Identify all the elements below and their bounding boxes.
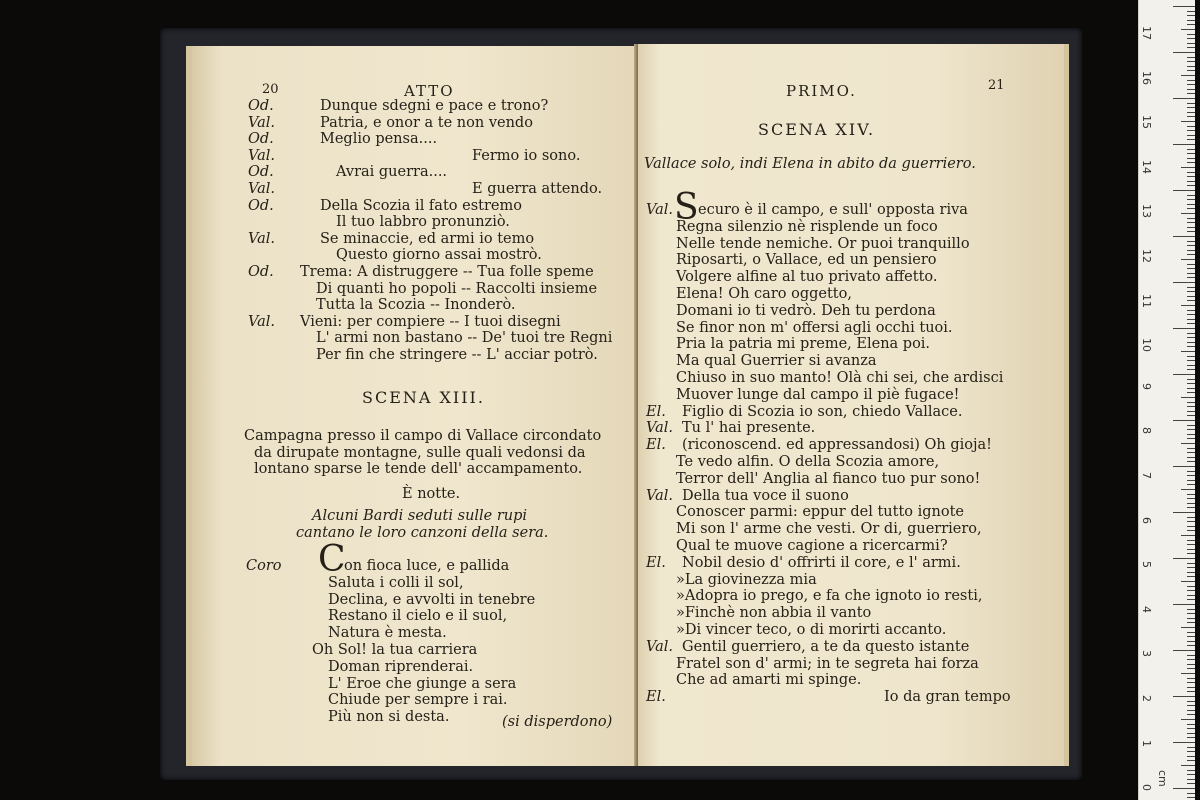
dialogue-line: Nelle tende nemiche. Or puoi tranquillo [676, 235, 970, 252]
ruler-tick [1187, 314, 1195, 315]
ruler-tick [1187, 526, 1195, 527]
ruler-tick [1187, 337, 1195, 338]
ruler-tick [1187, 774, 1195, 775]
dialogue-line: »La giovinezza mia [676, 571, 817, 588]
ruler-tick [1187, 199, 1195, 200]
ruler-tick [1187, 360, 1195, 361]
ruler-tick [1187, 158, 1195, 159]
dialogue-line: Della tua voce il suono [682, 487, 849, 504]
dialogue-line: Nobil desio d' offrirti il core, e l' armi. [682, 554, 961, 571]
ruler-tick [1187, 176, 1195, 177]
ruler-tick [1187, 204, 1195, 205]
ruler-tick [1187, 84, 1195, 85]
ruler-tick [1187, 797, 1195, 798]
ruler-tick [1173, 512, 1195, 513]
ruler-tick [1187, 659, 1195, 660]
ruler-tick [1187, 595, 1195, 596]
chorus-line: Doman riprenderai. [328, 658, 474, 675]
ruler-tick [1187, 484, 1195, 485]
ruler-tick [1187, 195, 1195, 196]
ruler-tick [1187, 181, 1195, 182]
ruler-number: 0 [1140, 784, 1153, 792]
ruler-number: 7 [1140, 472, 1153, 479]
ruler-tick [1187, 664, 1195, 665]
ruler-tick [1187, 434, 1195, 435]
dialogue-line: Vieni: per compiere -- I tuoi disegni [300, 313, 561, 330]
ruler-tick [1187, 705, 1195, 706]
dialogue-line: Gentil guerriero, a te da questo istante [682, 638, 970, 655]
ruler-tick [1187, 471, 1195, 472]
ruler-tick [1187, 346, 1195, 347]
ruler-tick [1181, 121, 1195, 122]
ruler-tick [1173, 236, 1195, 237]
dialogue-line: Tu l' hai presente. [682, 420, 816, 437]
ruler-tick [1187, 116, 1195, 117]
ruler-tick [1187, 61, 1195, 62]
dialogue-line: L' armi non bastano -- De' tuoi tre Regni [316, 330, 613, 347]
ruler-tick [1187, 498, 1195, 499]
ruler-tick [1181, 673, 1195, 674]
ruler-tick [1173, 328, 1195, 329]
page-number: 20 [262, 82, 279, 97]
stage-direction-line: cantano le loro canzoni della sera. [296, 525, 549, 541]
ruler-tick [1187, 747, 1195, 748]
speaker-label: El. [646, 689, 666, 706]
ruler-tick [1187, 310, 1195, 311]
ruler-tick [1173, 282, 1195, 283]
speaker-label: Val. [646, 487, 674, 504]
running-head: PRIMO. [786, 82, 857, 100]
ruler-tick [1181, 213, 1195, 214]
ruler-tick [1173, 144, 1195, 145]
ruler-tick [1187, 66, 1195, 67]
ruler-tick [1187, 356, 1195, 357]
ruler-tick [1181, 443, 1195, 444]
dialogue-line: Mi son l' arme che vesti. Or di, guerriero, [676, 521, 982, 538]
ruler-tick [1173, 6, 1195, 7]
ruler-tick [1187, 760, 1195, 761]
ruler-tick [1187, 544, 1195, 545]
dialogue-line: »Adopra io prego, e fa che ignoto io resti, [676, 588, 983, 605]
drop-cap: S [674, 187, 699, 228]
ruler-tick [1187, 231, 1195, 232]
description-line: lontano sparse le tende dell' accampamento. [254, 461, 583, 477]
ruler-tick [1187, 411, 1195, 412]
ruler-number: 17 [1140, 26, 1153, 40]
description-line: da dirupate montagne, sulle quali vedonsi da [254, 444, 586, 461]
ruler-tick [1187, 682, 1195, 683]
page-number: 21 [988, 78, 1005, 93]
dialogue-line: Se minaccie, ed armi io temo [320, 230, 535, 247]
ruler-tick [1187, 296, 1195, 297]
ruler-tick [1187, 678, 1195, 679]
left-page [186, 46, 644, 766]
dialogue-line: ecuro è il campo, e sull' opposta riva [698, 202, 968, 218]
ruler-tick [1187, 687, 1195, 688]
ruler-number: 8 [1140, 427, 1153, 435]
speaker-label: Val. [646, 202, 674, 218]
ruler-tick [1187, 714, 1195, 715]
ruler-tick [1187, 553, 1195, 554]
ruler-tick [1187, 452, 1195, 453]
ruler-tick [1187, 227, 1195, 228]
dialogue-line: Dunque sdegni e pace e trono? [320, 98, 549, 114]
ruler-tick [1187, 590, 1195, 591]
ruler-tick [1187, 47, 1195, 48]
ruler-tick [1181, 719, 1195, 720]
ruler-tick [1187, 563, 1195, 564]
ruler-tick [1187, 333, 1195, 334]
ruler-tick [1181, 167, 1195, 168]
ruler-tick [1187, 365, 1195, 366]
description-line: Campagna presso il campo di Vallace circondato [244, 428, 602, 444]
ruler-tick [1187, 241, 1195, 242]
ruler-number: 2 [1140, 695, 1153, 702]
chorus-line: Chiude per sempre i rai. [328, 692, 508, 709]
dialogue-line: Patria, e onor a te non vendo [320, 114, 533, 131]
dialogue-line: »Di vincer teco, o di morirti accanto. [676, 622, 947, 638]
ruler-tick [1187, 480, 1195, 481]
ruler-tick [1187, 618, 1195, 619]
dialogue-line: Ma qual Guerrier si avanza [676, 353, 877, 370]
closing-direction: (si disperdono) [502, 714, 613, 730]
ruler-tick [1187, 425, 1195, 426]
dialogue-line: Chiuso in suo manto! Olà chi sei, che ardisci [676, 370, 1004, 386]
ruler-tick [1187, 586, 1195, 587]
ruler-number: 10 [1140, 338, 1153, 353]
ruler-number: 1 [1140, 739, 1153, 747]
speaker-label: Val. [646, 638, 674, 655]
ruler-tick [1187, 103, 1195, 104]
ruler-tick [1187, 461, 1195, 462]
ruler-tick [1187, 645, 1195, 646]
scene-direction: Vallace solo, indi Elena in abito da guerriero. [644, 156, 976, 172]
dialogue-line: Te vedo alfin. O della Scozia amore, [676, 454, 940, 470]
ruler-tick [1187, 139, 1195, 140]
ruler-tick [1173, 604, 1195, 605]
ruler-tick [1187, 300, 1195, 301]
running-head: ATTO [404, 82, 455, 100]
ruler-tick [1187, 756, 1195, 757]
ruler-tick [1187, 475, 1195, 476]
chorus-line: Declina, e avvolti in tenebre [328, 591, 536, 608]
ruler-tick [1187, 208, 1195, 209]
ruler-number: 15 [1140, 115, 1153, 130]
ruler-tick [1173, 374, 1195, 375]
ruler-tick [1187, 540, 1195, 541]
ruler-tick [1173, 52, 1195, 53]
ruler-tick [1187, 273, 1195, 274]
ruler-tick [1187, 43, 1195, 44]
ruler-tick [1187, 342, 1195, 343]
ruler-tick [1187, 277, 1195, 278]
ruler-tick [1187, 751, 1195, 752]
dialogue-line: Conoscer parmi: eppur del tutto ignote [676, 504, 965, 521]
ruler-tick [1187, 622, 1195, 623]
ruler-tick [1187, 222, 1195, 223]
speaker-label: Od. [248, 197, 274, 214]
ruler-tick [1187, 783, 1195, 784]
ruler-number: 11 [1140, 293, 1153, 308]
ruler-tick [1187, 130, 1195, 131]
ruler-tick [1187, 93, 1195, 94]
ruler-tick [1181, 489, 1195, 490]
ruler-tick [1187, 724, 1195, 725]
ruler-tick [1187, 668, 1195, 669]
ruler-tick [1187, 517, 1195, 518]
dialogue-line: Avrai guerra.... [336, 164, 448, 181]
ruler-tick [1187, 438, 1195, 439]
chorus-line: L' Eroe che giunge a sera [328, 675, 517, 692]
speaker-label: Val. [248, 230, 276, 247]
ruler-tick [1187, 448, 1195, 449]
dialogue-line: Domani io ti vedrò. Deh tu perdona [676, 302, 936, 319]
ruler-tick [1187, 383, 1195, 384]
ruler-tick [1173, 558, 1195, 559]
dialogue-line: Fermo io sono. [472, 147, 581, 164]
ruler-tick [1187, 576, 1195, 577]
measuring-ruler [1138, 0, 1195, 800]
ruler-number: 4 [1140, 605, 1153, 613]
ruler-tick [1187, 323, 1195, 324]
dialogue-line: Terror dell' Anglia al fianco tuo pur sono! [676, 470, 981, 487]
speaker-label: Od. [248, 164, 274, 181]
ruler-tick [1187, 609, 1195, 610]
ruler-tick [1187, 415, 1195, 416]
ruler-tick [1173, 696, 1195, 697]
ruler-tick [1181, 29, 1195, 30]
ruler-tick [1187, 503, 1195, 504]
speaker-label: Od. [248, 131, 274, 148]
dialogue-line: Volgere alfine al tuo privato affetto. [676, 269, 938, 286]
ruler-tick [1187, 733, 1195, 734]
ruler-tick [1187, 632, 1195, 633]
speaker-label: Od. [248, 98, 274, 114]
ruler-tick [1187, 530, 1195, 531]
ruler-tick [1187, 728, 1195, 729]
speaker-label: Val. [248, 313, 276, 330]
ruler-tick [1173, 466, 1195, 467]
ruler-tick [1187, 613, 1195, 614]
ruler-tick [1181, 259, 1195, 260]
ruler-tick [1187, 521, 1195, 522]
ruler-tick [1187, 287, 1195, 288]
speaker-label: El. [646, 437, 666, 454]
ruler-tick [1187, 457, 1195, 458]
ruler-tick [1187, 245, 1195, 246]
ruler-tick [1187, 11, 1195, 12]
chorus-line: Saluta i colli il sol, [328, 574, 464, 591]
ruler-tick [1187, 126, 1195, 127]
ruler-tick [1187, 80, 1195, 81]
dialogue-line: Regna silenzio nè risplende un foco [676, 218, 938, 235]
dialogue-line: Qual te muove cagione a ricercarmi? [676, 538, 948, 554]
ruler-tick [1187, 369, 1195, 370]
dialogue-line: »Finchè non abbia il vanto [676, 605, 872, 622]
speaker-label: Val. [248, 147, 276, 164]
scene-title: SCENA XIV. [758, 120, 876, 139]
dialogue-line: (riconoscend. ed appressandosi) Oh gioja! [682, 437, 992, 454]
chorus-speaker: Coro [246, 558, 282, 574]
right-page [638, 44, 1069, 766]
ruler-number: 6 [1140, 516, 1153, 524]
ruler-tick [1187, 779, 1195, 780]
ruler-tick [1181, 351, 1195, 352]
ruler-tick [1187, 34, 1195, 35]
ruler-unit: cm [1156, 770, 1169, 787]
dialogue-line: E guerra attendo. [472, 181, 603, 197]
ruler-tick [1187, 567, 1195, 568]
chorus-line: Natura è mesta. [328, 625, 447, 642]
ruler-tick [1187, 218, 1195, 219]
ruler-tick [1187, 406, 1195, 407]
dialogue-line: Che ad amarti mi spinge. [676, 672, 862, 689]
dialogue-line: Fratel son d' armi; in te segreta hai forza [676, 655, 979, 672]
speaker-label: El. [646, 554, 666, 571]
ruler-tick [1187, 20, 1195, 21]
dialogue-line: Riposarti, o Vallace, ed un pensiero [676, 252, 937, 269]
ruler-tick [1187, 636, 1195, 637]
drop-cap: C [318, 539, 346, 580]
ruler-tick [1173, 420, 1195, 421]
scene-title: SCENA XIII. [362, 388, 485, 407]
ruler-tick [1181, 75, 1195, 76]
ruler-tick [1187, 15, 1195, 16]
ruler-tick [1187, 149, 1195, 150]
ruler-tick [1187, 319, 1195, 320]
ruler-tick [1173, 190, 1195, 191]
ruler-number: 5 [1140, 561, 1153, 569]
ruler-tick [1187, 429, 1195, 430]
ruler-number: 14 [1140, 159, 1153, 174]
ruler-tick [1187, 135, 1195, 136]
ruler-tick [1187, 250, 1195, 251]
ruler-tick [1181, 765, 1195, 766]
ruler-number: 9 [1140, 382, 1153, 390]
chorus-line: Restano il cielo e il suol, [328, 608, 508, 625]
ruler-tick [1187, 402, 1195, 403]
ruler-tick [1187, 291, 1195, 292]
dialogue-line: Per fin che stringere -- L' acciar potrò. [316, 347, 598, 363]
ruler-tick [1187, 379, 1195, 380]
dialogue-line: Muover lunge dal campo il piè fugace! [676, 386, 960, 403]
ruler-tick [1187, 162, 1195, 163]
ruler-tick [1187, 38, 1195, 39]
dialogue-line: Il tuo labbro pronunziò. [336, 214, 510, 231]
ruler-tick [1187, 24, 1195, 25]
ruler-tick [1187, 70, 1195, 71]
ruler-tick [1181, 535, 1195, 536]
stage-direction-line: Alcuni Bardi seduti sulle rupi [312, 508, 528, 524]
ruler-tick [1187, 549, 1195, 550]
dialogue-line: Pria la patria mi preme, Elena poi. [676, 336, 931, 353]
ruler-tick [1181, 397, 1195, 398]
dialogue-line: Tutta la Scozia -- Inonderò. [316, 297, 516, 314]
ruler-tick [1187, 793, 1195, 794]
ruler-tick [1187, 264, 1195, 265]
ruler-tick [1187, 599, 1195, 600]
ruler-tick [1173, 788, 1195, 789]
ruler-number: 16 [1140, 70, 1153, 85]
ruler-tick [1187, 691, 1195, 692]
chorus-line: Oh Sol! la tua carriera [312, 642, 478, 658]
speaker-label: El. [646, 403, 666, 420]
ruler-tick [1181, 305, 1195, 306]
ruler-number: 13 [1140, 204, 1153, 219]
ruler-tick [1187, 737, 1195, 738]
ruler-tick [1187, 112, 1195, 113]
ruler-tick [1187, 153, 1195, 154]
speaker-label: Val. [646, 420, 674, 437]
ruler-tick [1187, 655, 1195, 656]
ruler-tick [1181, 581, 1195, 582]
ruler-tick [1187, 388, 1195, 389]
ruler-number: 12 [1140, 249, 1153, 263]
dialogue-line: Io da gran tempo [884, 689, 1011, 706]
ruler-tick [1187, 572, 1195, 573]
ruler-tick [1187, 710, 1195, 711]
speaker-label: Od. [248, 264, 274, 280]
dialogue-line: Figlio di Scozia io son, chiedo Vallace. [682, 403, 963, 420]
dialogue-line: Trema: A distruggere -- Tua folle speme [300, 264, 594, 280]
ruler-number: 3 [1140, 650, 1153, 658]
time-note: È notte. [402, 486, 461, 502]
ruler-tick [1187, 89, 1195, 90]
ruler-tick [1173, 98, 1195, 99]
ruler-tick [1187, 172, 1195, 173]
ruler-tick [1187, 641, 1195, 642]
ruler-tick [1187, 107, 1195, 108]
ruler-tick [1173, 650, 1195, 651]
dialogue-line: Meglio pensa.... [320, 131, 438, 148]
ruler-tick [1187, 507, 1195, 508]
ruler-tick [1187, 268, 1195, 269]
speaker-label: Val. [248, 181, 276, 197]
ruler-tick [1187, 494, 1195, 495]
chorus-line: Più non si desta. [328, 709, 450, 726]
dialogue-line: Della Scozia il fato estremo [320, 197, 522, 214]
ruler-tick [1187, 185, 1195, 186]
chorus-line: on fioca luce, e pallida [344, 558, 510, 574]
ruler-tick [1187, 57, 1195, 58]
ruler-tick [1187, 701, 1195, 702]
dialogue-line: Questo giorno assai mostrò. [336, 247, 542, 264]
dialogue-line: Di quanti ho popoli -- Raccolti insieme [316, 280, 598, 297]
ruler-tick [1181, 627, 1195, 628]
ruler-tick [1187, 392, 1195, 393]
dialogue-line: Elena! Oh caro oggetto, [676, 286, 852, 302]
speaker-label: Val. [248, 114, 276, 131]
dialogue-line: Se finor non m' offersi agli occhi tuoi. [676, 319, 953, 336]
ruler-tick [1173, 742, 1195, 743]
ruler-tick [1187, 770, 1195, 771]
ruler-tick [1187, 254, 1195, 255]
